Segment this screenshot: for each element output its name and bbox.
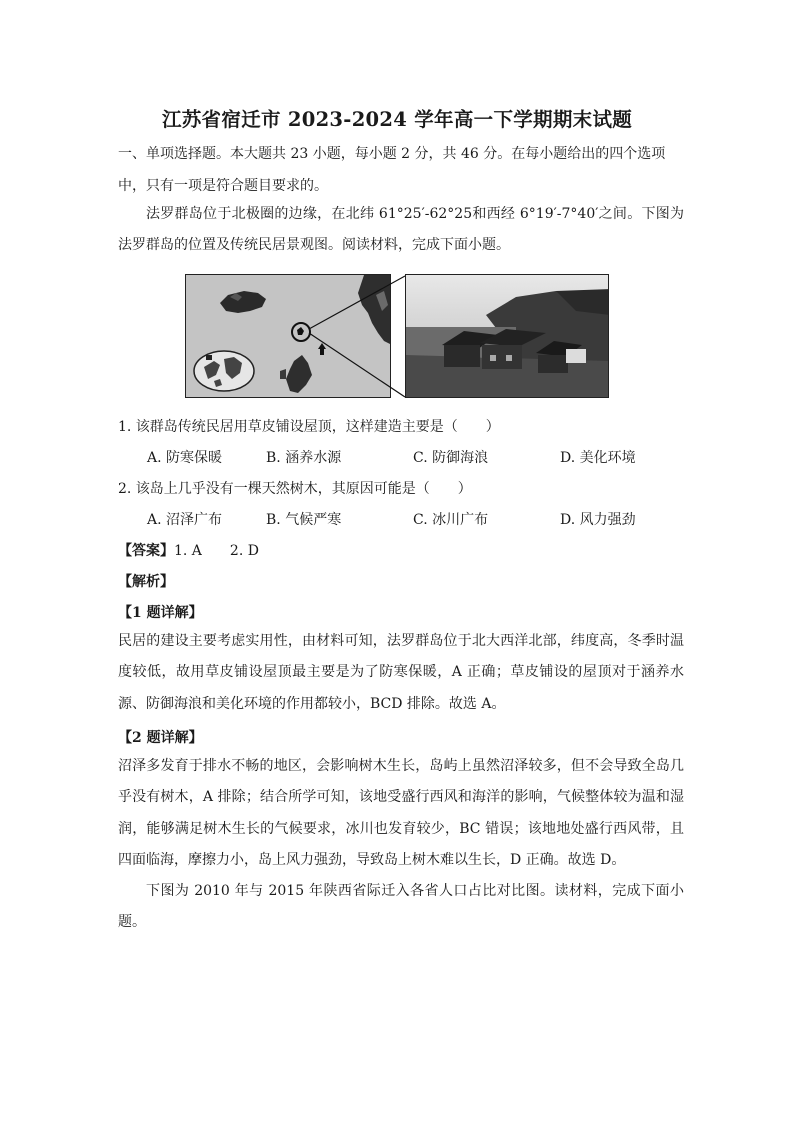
q2-option-a: A. 沼泽广布 [147,512,223,528]
q1-option-b: B. 涵养水源 [266,450,342,466]
q2-option-d: D. 风力强劲 [560,512,636,528]
page-title: 江苏省宿迁市 2023-2024 学年高一下学期期末试题 [161,108,633,131]
q2-option-c: C. 冰川广布 [413,512,489,528]
detail-2-label: 【2 题详解】 [118,730,203,746]
answer-line [118,540,259,560]
q1-option-c: C. 防御海浪 [413,450,489,466]
map-illustration [186,275,391,398]
q1-option-d: D. 美化环境 [560,450,636,466]
faroe-figure [185,274,609,399]
detail-2-text: 沼泽多发育于排水不畅的地区，会影响树木生长，岛屿上虽然沼泽较多，但不会导致全岛几乎没有树木，A 排除；结合所学可知，该地受盛行西风和海洋的影响，气候整体较为温和湿润，能够满足树木生长的气候要求，冰川也发育较少，BC 错误；该地地处盛行西风带，且四面临海，摩擦力小，岛上风力强劲，导致岛上树木难以生长，D 正确。故选 D。 [118,758,684,868]
question-2-stem: 2. 该岛上几乎没有一棵天然树木，其原因可能是（ ） [118,481,472,497]
section-heading-line2: 中，只有一项是符合题目要求的。 [118,178,328,194]
q2-option-b: B. 气候严寒 [266,512,342,528]
passage-shaanxi-migration: 下图为 2010 年与 2015 年陕西省际迁入各省人口占比对比图。读材料，完成下面小题。 [118,883,684,931]
detail-1-label: 【1 题详解】 [118,605,203,621]
detail-1-text: 民居的建设主要考虑实用性，由材料可知，法罗群岛位于北大西洋北部，纬度高，冬季时温度较低，故用草皮铺设屋顶最主要是为了防寒保暖，A 正确；草皮铺设的屋顶对于涵养水源、防御海浪和美化环境的作用都较小，BCD 排除。故选 A。 [118,633,684,712]
answer-label: 【答案】 [118,543,174,559]
location-map [185,274,391,398]
analysis-label: 【解析】 [118,574,174,590]
section-heading-line1: 一、单项选择题。本大题共 23 小题，每小题 2 分，共 46 分。在每小题给出的四个选项 [118,146,666,162]
question-1-stem: 1. 该群岛传统民居用草皮铺设屋顶，这样建造主要是（ ） [118,419,500,435]
landscape-illustration [406,275,609,398]
traditional-dwelling-photo [405,274,609,398]
passage-faroe: 法罗群岛位于北极圈的边缘，在北纬 61°25′-62°25和西经 6°19′-7°40′之间。下图为法罗群岛的位置及传统民居景观图。阅读材料，完成下面小题。 [118,206,684,254]
answer-text: 1. A 2. D [174,543,259,559]
q1-option-a: A. 防寒保暖 [147,450,223,466]
